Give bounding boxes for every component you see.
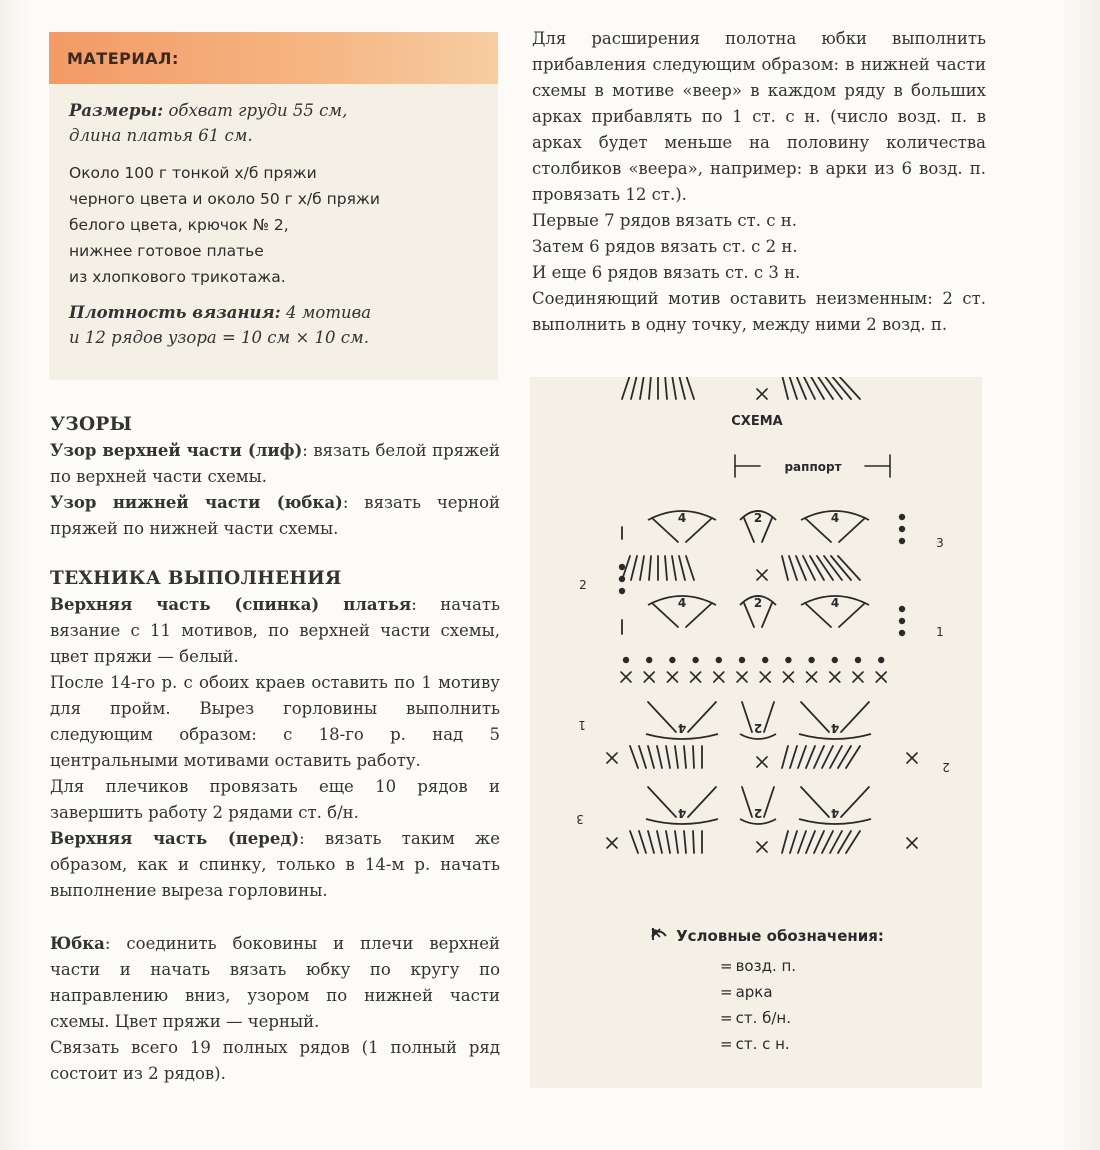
- dc-stitch: [817, 556, 833, 580]
- yarn-line: черного цвета и около 50 г х/б пряжи: [69, 190, 380, 208]
- arc-number: 2: [753, 721, 763, 735]
- dc-stitch: [693, 831, 694, 853]
- dc-stitch: [640, 377, 644, 399]
- dc-stitch: [839, 603, 865, 627]
- dc-stitch: [684, 831, 686, 853]
- dc-stitch: [679, 377, 685, 399]
- repeat-label: раппорт: [784, 460, 842, 474]
- dc-stitch: [693, 746, 694, 768]
- yarn-line: из хлопкового трикотажа.: [69, 268, 286, 286]
- density-label: Плотность вязания:: [69, 303, 281, 322]
- sizes-text: [69, 98, 478, 148]
- chain-dot: [899, 514, 905, 520]
- dc-stitch: [782, 556, 788, 580]
- dc-stitch: [630, 746, 638, 768]
- chain-dot: [739, 657, 745, 663]
- dc-stitch: [782, 831, 788, 853]
- material-header: МАТЕРИАЛ:: [49, 32, 498, 84]
- dc-stitch: [652, 518, 678, 542]
- arc-number: 4: [830, 511, 840, 525]
- arc-number: 4: [677, 511, 687, 525]
- dc-stitch: [790, 831, 797, 853]
- dc-stitch: [801, 787, 829, 817]
- dc-stitch: [798, 746, 806, 768]
- dc-stitch: [649, 377, 651, 399]
- front-label: Верхняя часть (перед): [50, 829, 300, 848]
- lower-pattern-label: Узор нижней части (юбка): [50, 493, 343, 512]
- dc-stitch: [839, 518, 865, 542]
- dc-stitch: [631, 377, 637, 399]
- legend-eq: =: [720, 1009, 733, 1027]
- dc-stitch: [841, 702, 869, 732]
- dc-stitch: [652, 603, 678, 627]
- row-label: 3: [936, 536, 944, 550]
- chain-dot: [899, 618, 905, 624]
- dc-stitch: [810, 556, 824, 580]
- dc-stitch: [817, 377, 833, 399]
- arc-number: 2: [753, 806, 763, 820]
- dc-stitch: [648, 746, 654, 768]
- dc-stitch: [814, 746, 824, 768]
- chain-dot: [899, 606, 905, 612]
- dc-stitch: [796, 377, 806, 399]
- row-label: 3: [576, 812, 584, 826]
- chain-dot: [619, 588, 625, 594]
- legend-text: возд. п.: [735, 957, 797, 975]
- dc-stitch: [686, 556, 694, 580]
- dc-stitch: [686, 377, 694, 399]
- row-label: 1: [936, 625, 944, 639]
- dc-stitch: [675, 746, 678, 768]
- skirt-text: : соединить боковины и плечи верхней части и начать вязать юбку по кругу по направлению вниз, узором по нижней части схемы. Цвет пряжи — черный.: [50, 934, 500, 1031]
- row-label: 1: [578, 718, 586, 732]
- dc-stitch: [675, 831, 678, 853]
- lower-pattern-text: : вязать черной пряжей по нижней части схемы.: [50, 493, 501, 538]
- density-text: [69, 300, 478, 350]
- row-label: 2: [579, 578, 587, 592]
- chain-dot: [619, 576, 625, 582]
- material-box: [49, 32, 498, 380]
- chain-dot: [899, 630, 905, 636]
- dc-stitch: [657, 746, 662, 768]
- arc-number: 4: [830, 806, 840, 820]
- dc-stitch: [841, 787, 869, 817]
- dc-stitch: [744, 518, 754, 542]
- increase-paragraph: Для расширения полотна юбки выполнить прибавления следующим образом: в нижней части схемы в мотиве «веер» в каждом ряду в больших арках прибавлять по 1 ст. с н. (число возд. п. в арках будет меньше на половину количества столбиков «веера», например: в арки из 6 возд. п. провязать 12 ст.).: [532, 29, 986, 204]
- sizes-label: Размеры:: [69, 101, 164, 120]
- dc-stitch: [684, 746, 686, 768]
- chain-dot: [669, 657, 675, 663]
- chain-dot: [899, 526, 905, 532]
- legend-eq: =: [720, 1035, 733, 1053]
- dc-stitch: [762, 518, 772, 542]
- legend-title: Условные обозначения:: [676, 927, 884, 945]
- chain-dot: [762, 657, 768, 663]
- crochet-scheme: [530, 377, 982, 1088]
- arc-number: 4: [677, 721, 687, 735]
- skirt-label: Юбка: [50, 934, 105, 953]
- dc-stitch: [686, 603, 712, 627]
- upper-pattern-label: Узор верхней части (лиф): [50, 441, 303, 460]
- legend-text: арка: [735, 983, 773, 1001]
- yarn-line: Около 100 г тонкой х/б пряжи: [69, 164, 317, 182]
- dc-stitch: [742, 787, 752, 817]
- dc-stitch: [672, 377, 676, 399]
- legend: [650, 927, 910, 1057]
- back-label: Верхняя часть (спинка) платья: [50, 595, 412, 614]
- legend-item: [650, 953, 910, 979]
- dc-stitch: [640, 556, 644, 580]
- dc-stitch: [639, 831, 646, 853]
- arc-number: 2: [753, 596, 763, 610]
- dc-stitch: [666, 831, 670, 853]
- sizes-line1: обхват груди 55 см,: [168, 101, 348, 120]
- legend-item: [650, 979, 910, 1005]
- dc-stitch: [762, 603, 772, 627]
- chain-dot: [878, 657, 884, 663]
- left-column: [50, 412, 500, 1087]
- right-column: [532, 26, 986, 338]
- legend-text: ст. с н.: [735, 1035, 790, 1053]
- dc-stitch: [688, 787, 716, 817]
- dc-stitch: [648, 702, 676, 732]
- technique-paragraph: После 14-го р. с обоих краев оставить по 1 мотиву для пройм. Вырез горловины выполнить следующим образом: с 18-го р. над 5 центральными мотивами оставить работу.: [50, 673, 500, 770]
- dc-stitch: [666, 746, 670, 768]
- scheme-title: СХЕМА: [731, 414, 783, 429]
- arc-number: 4: [677, 806, 687, 820]
- dc-stitch: [631, 556, 637, 580]
- front-paragraph: [50, 826, 500, 904]
- dc-stitch: [639, 746, 646, 768]
- chain-dot: [619, 564, 625, 570]
- chain-dot: [899, 538, 905, 544]
- chain-dot: [623, 657, 629, 663]
- dc-stitch: [789, 377, 797, 399]
- dc-stitch: [686, 518, 712, 542]
- back-paragraph: [50, 592, 500, 670]
- skirt-paragraph: [50, 931, 500, 1035]
- front-text: : вязать таким же образом, как и спинку, только в 14-м р. начать выполнение выреза горловины.: [50, 829, 500, 900]
- chain-dot: [855, 657, 861, 663]
- chain-dot: [832, 657, 838, 663]
- legend-eq: =: [720, 983, 733, 1001]
- chain-dot: [716, 657, 722, 663]
- dc-stitch: [744, 603, 754, 627]
- dc-stitch: [648, 831, 654, 853]
- dc-stitch: [790, 746, 797, 768]
- dc-stitch: [801, 702, 829, 732]
- arc-number: 2: [753, 511, 763, 525]
- legend-eq: =: [720, 957, 733, 975]
- arc-number: 4: [830, 721, 840, 735]
- yarn-line: белого цвета, крючок № 2,: [69, 216, 289, 234]
- dc-stitch: [798, 831, 806, 853]
- dc-stitch: [806, 746, 815, 768]
- dc-stitch: [679, 556, 685, 580]
- dc-stitch: [805, 518, 831, 542]
- chain-dot: [692, 657, 698, 663]
- dc-stitch: [789, 556, 797, 580]
- yarn-line: нижнее готовое платье: [69, 242, 264, 260]
- dc-stitch: [806, 831, 815, 853]
- dc-stitch: [665, 377, 667, 399]
- dc-stitch: [622, 377, 630, 399]
- dc-stitch: [805, 603, 831, 627]
- upper-pattern-paragraph: [50, 438, 500, 490]
- yarn-list: [69, 160, 478, 290]
- dc-stitch: [688, 702, 716, 732]
- chain-dot: [646, 657, 652, 663]
- upper-pattern-text: : вязать белой пряжей по верхней части схемы.: [50, 441, 500, 486]
- back-text: : начать вязание с 11 мотивов, по верхней части схемы, цвет пряжи — белый.: [50, 595, 500, 666]
- chain-dot: [785, 657, 791, 663]
- connecting-motif-paragraph: Соединяющий мотив оставить неизменным: 2 ст. выполнить в одну точку, между ними 2 возд. п.: [532, 289, 986, 334]
- dc-stitch: [764, 787, 774, 817]
- dc-stitch: [630, 831, 638, 853]
- chain-dot: [808, 657, 814, 663]
- dc-stitch: [672, 556, 676, 580]
- technique-paragraph: Для плечиков провязать еще 10 рядов и завершить работу 2 рядами ст. б/н.: [50, 777, 500, 822]
- arc-number: 4: [677, 596, 687, 610]
- rows-paragraph: Затем 6 рядов вязать ст. с 2 н.: [532, 237, 798, 256]
- dc-stitch: [782, 746, 788, 768]
- dc-stitch: [814, 831, 824, 853]
- dc-stitch: [782, 377, 788, 399]
- density-line1: 4 мотива: [286, 303, 372, 322]
- legend-text: ст. б/н.: [735, 1009, 791, 1027]
- legend-item: [650, 1031, 910, 1057]
- density-line2: и 12 рядов узора = 10 см × 10 см.: [69, 328, 369, 347]
- rows-paragraph: Первые 7 рядов вязать ст. с н.: [532, 211, 797, 230]
- legend-item: [650, 1005, 910, 1031]
- sizes-line2: длина платья 61 см.: [69, 126, 253, 145]
- lower-pattern-paragraph: [50, 490, 500, 542]
- rows-paragraph: И еще 6 рядов вязать ст. с 3 н.: [532, 263, 801, 282]
- dc-stitch: [649, 556, 651, 580]
- dc-stitch: [657, 831, 662, 853]
- dc-stitch: [742, 702, 752, 732]
- dc-stitch: [648, 787, 676, 817]
- row-label: 2: [942, 760, 950, 774]
- arc-number: 4: [830, 596, 840, 610]
- dc-stitch: [665, 556, 667, 580]
- patterns-heading: УЗОРЫ: [50, 414, 133, 435]
- dc-stitch: [764, 702, 774, 732]
- dc-stitch: [810, 377, 824, 399]
- technique-paragraph: Связать всего 19 полных рядов (1 полный ряд состоит из 2 рядов).: [50, 1038, 500, 1083]
- technique-heading: ТЕХНИКА ВЫПОЛНЕНИЯ: [50, 568, 342, 589]
